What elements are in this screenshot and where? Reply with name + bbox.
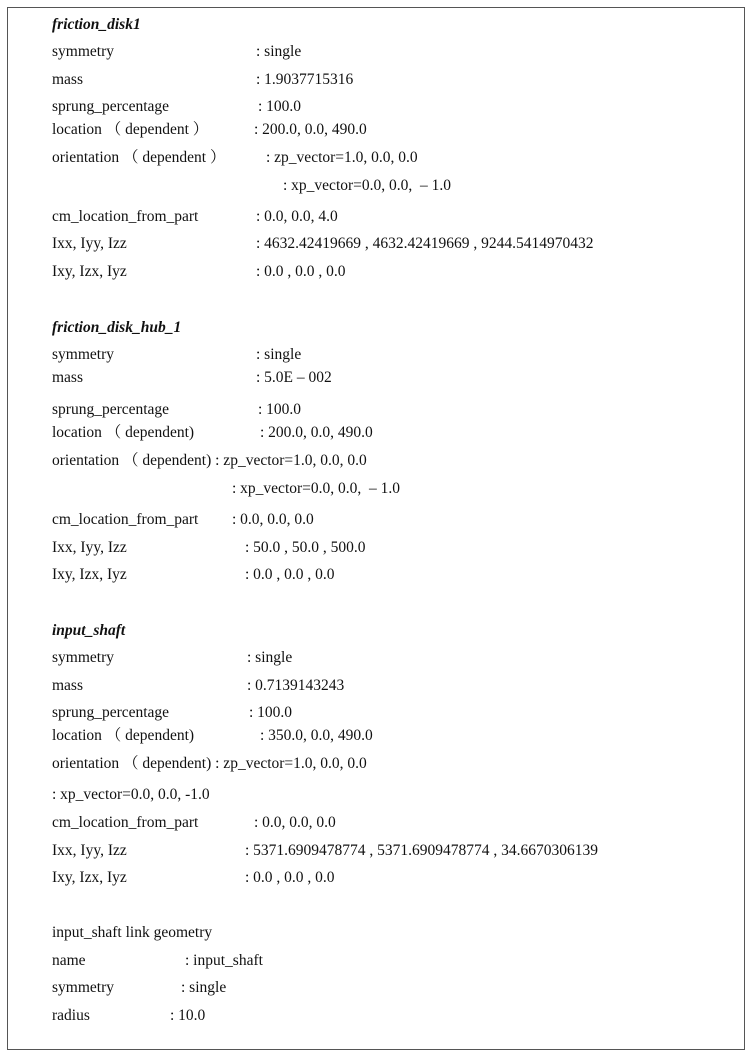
field-value: : xp_vector=0.0, 0.0, – 1.0 xyxy=(283,177,452,194)
field-value: : 0.0, 0.0, 0.0 xyxy=(254,814,336,831)
field-label: Ixx, Iyy, Izz xyxy=(52,842,127,859)
field-label: Ixy, Izx, Iyz xyxy=(52,869,127,886)
field-label: Ixx, Iyy, Izz xyxy=(52,235,127,252)
field-label: sprung_percentage xyxy=(52,401,170,418)
field-label: location （ dependent) xyxy=(52,727,195,744)
field-value: : 0.0 , 0.0 , 0.0 xyxy=(256,263,346,280)
field-value: : 50.0 , 50.0 , 500.0 xyxy=(245,539,366,556)
field-value: : 5.0E – 002 xyxy=(256,369,332,386)
field-label: location （ dependent ） xyxy=(52,121,209,138)
field-value: : 0.0, 0.0, 0.0 xyxy=(232,511,314,528)
field-label: name xyxy=(52,952,86,969)
field-value: : single xyxy=(256,346,302,363)
field-value: : 0.0, 0.0, 4.0 xyxy=(256,208,338,225)
field-label: cm_location_from_part xyxy=(52,511,199,528)
field-label: mass xyxy=(52,71,83,88)
field-label: sprung_percentage xyxy=(52,98,170,115)
field-value: : 5371.6909478774 , 5371.6909478774 , 34.6670306139 xyxy=(245,842,599,859)
field-label: orientation （ dependent ） xyxy=(52,149,226,166)
field-value: : 0.0 , 0.0 , 0.0 xyxy=(245,869,335,886)
section-title-friction-disk1: friction_disk1 xyxy=(52,16,141,33)
field-value: : 350.0, 0.0, 490.0 xyxy=(260,727,373,744)
field-label: Ixy, Izx, Iyz xyxy=(52,566,127,583)
field-value: : single xyxy=(181,979,227,996)
field-label: mass xyxy=(52,677,83,694)
field-value: : 0.0 , 0.0 , 0.0 xyxy=(245,566,335,583)
section-title-friction-disk-hub-1: friction_disk_hub_1 xyxy=(52,319,182,336)
field-label: symmetry xyxy=(52,649,114,666)
field-label: orientation （ dependent) : zp_vector=1.0, 0.0, 0.0 xyxy=(52,452,367,469)
field-value: : 1.9037715316 xyxy=(256,71,354,88)
field-value: : zp_vector=1.0, 0.0, 0.0 xyxy=(266,149,418,166)
field-label: sprung_percentage xyxy=(52,704,170,721)
field-label: symmetry xyxy=(52,979,114,996)
field-label: cm_location_from_part xyxy=(52,208,199,225)
field-label: symmetry xyxy=(52,346,114,363)
field-value: : xp_vector=0.0, 0.0, – 1.0 xyxy=(232,480,401,497)
field-value: : 4632.42419669 , 4632.42419669 , 9244.5414970432 xyxy=(256,235,594,252)
section-title-link-geometry: input_shaft link geometry xyxy=(52,924,213,941)
field-label: Ixx, Iyy, Izz xyxy=(52,539,127,556)
field-value: : 10.0 xyxy=(170,1007,206,1024)
field-value: : input_shaft xyxy=(185,952,263,969)
field-label: cm_location_from_part xyxy=(52,814,199,831)
field-label: mass xyxy=(52,369,83,386)
field-label: orientation （ dependent) : zp_vector=1.0, 0.0, 0.0 xyxy=(52,755,367,772)
field-value: : 100.0 xyxy=(249,704,293,721)
field-value: : xp_vector=0.0, 0.0, -1.0 xyxy=(52,786,210,803)
field-value: : 200.0, 0.0, 490.0 xyxy=(254,121,367,138)
field-value: : single xyxy=(256,43,302,60)
field-value: : 0.7139143243 xyxy=(247,677,345,694)
field-value: : 200.0, 0.0, 490.0 xyxy=(260,424,373,441)
section-title-input-shaft: input_shaft xyxy=(52,622,126,639)
field-label: Ixy, Izx, Iyz xyxy=(52,263,127,280)
field-value: : 100.0 xyxy=(258,98,302,115)
field-value: : single xyxy=(247,649,293,666)
field-label: location （ dependent) xyxy=(52,424,195,441)
field-value: : 100.0 xyxy=(258,401,302,418)
field-label: radius xyxy=(52,1007,90,1024)
field-label: symmetry xyxy=(52,43,114,60)
